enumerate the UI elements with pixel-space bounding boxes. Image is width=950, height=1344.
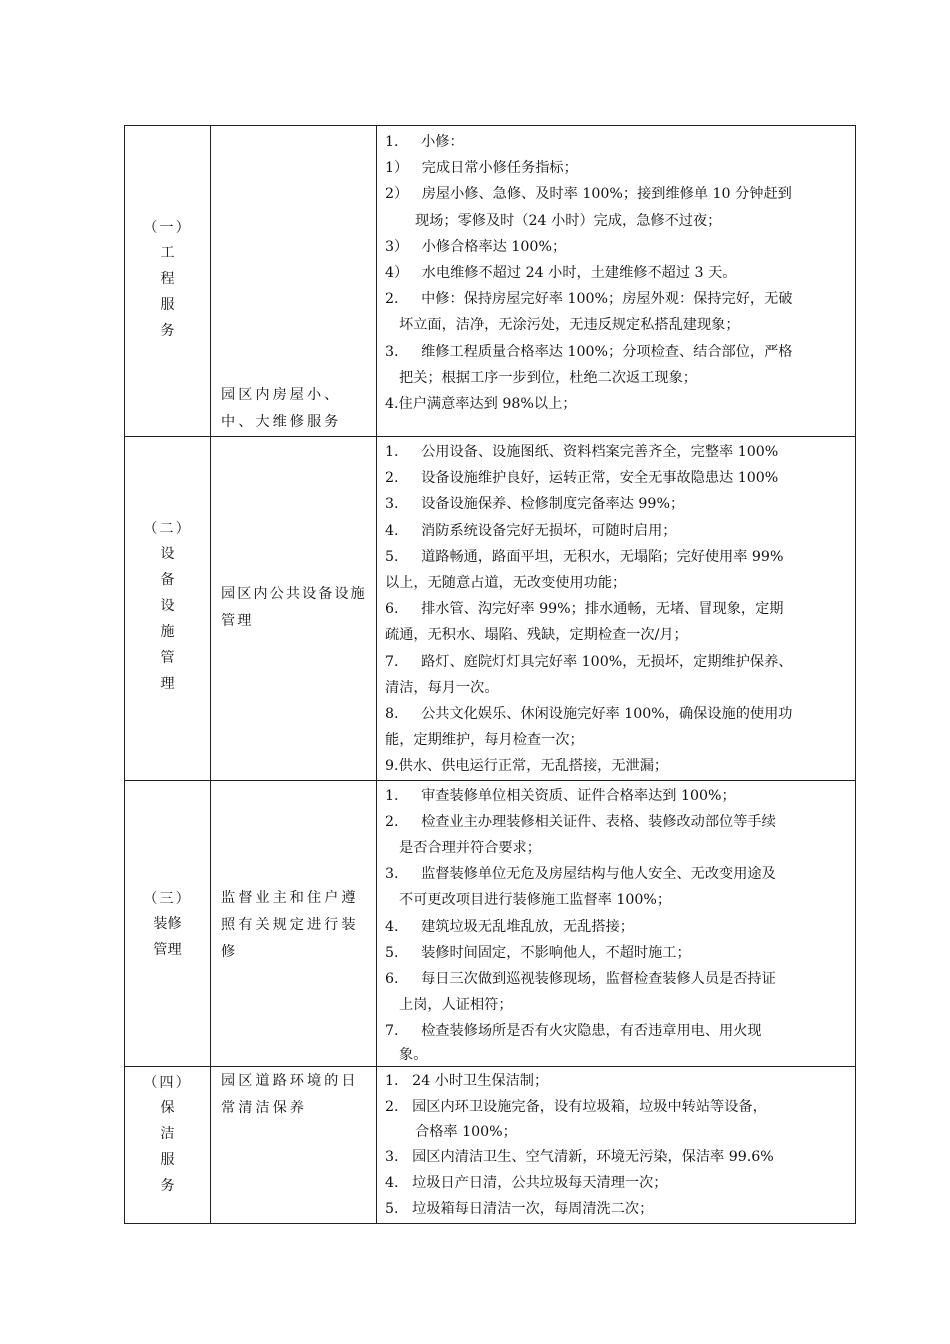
standard-item: 2. 设备设施维护良好，运转正常，安全无事故隐患达 100% (385, 470, 779, 487)
category-char: 设 (160, 546, 175, 562)
scope-cell (211, 780, 377, 1066)
standard-item: 疏通，无积水、塌陷、残缺，定期检查一次/月； (385, 627, 688, 644)
category-cell (125, 437, 211, 781)
category-char: 管 (160, 650, 175, 666)
standard-item: 是否合理并符合要求； (399, 840, 541, 857)
standard-item: 9.供水、供电运行正常，无乱搭接，无泄漏； (385, 758, 669, 775)
standard-item: 以上，无随意占道，无改变使用功能； (385, 575, 627, 592)
standard-item: 3. 监督装修单位无危及房屋结构与他人安全、无改变用途及 (385, 866, 776, 883)
scope-text: 园区内公共设备设施管理 (221, 586, 367, 629)
standard-item: 5. 装修时间固定，不影响他人，不超时施工； (385, 944, 691, 961)
category-char: 务 (160, 323, 175, 339)
standard-item: 2. 园区内环卫设施完备，设有垃圾箱，垃圾中转站等设备， (385, 1098, 767, 1115)
category-char: 程 (160, 271, 175, 287)
standard-item: 坏立面，洁净，无涂污处，无违反规定私搭乱建现象； (399, 317, 740, 334)
standards-cell (377, 437, 856, 781)
standard-item: 把关；根据工序一步到位，杜绝二次返工现象； (399, 369, 697, 386)
standard-item: 2. 检查业主办理装修相关证件、表格、装修改动部位等手续 (385, 813, 776, 830)
category-cell (125, 1066, 211, 1223)
category-char: 管理 (153, 941, 182, 958)
category-char: 装修 (153, 915, 182, 932)
scope-cell (211, 437, 377, 781)
standards-cell (377, 780, 856, 1066)
standard-item: 3. 维修工程质量合格率达 100%；分项检查、结合部位，严格 (385, 343, 793, 360)
standard-item: 7. 路灯、庭院灯灯具完好率 100%，无损坏，定期维护保养、 (385, 653, 793, 670)
standard-item: 清洁，每月一次。 (385, 679, 499, 696)
category-char: 保 (160, 1099, 175, 1116)
table-row-cleaning (125, 1066, 856, 1223)
standard-item: 6. 每日三次做到巡视装修现场，监督检查装修人员是否持证 (385, 971, 776, 988)
standard-item: 1. 小修： (385, 134, 464, 150)
standard-item: 1） 完成日常小修任务指标； (385, 160, 578, 177)
standard-item: 2. 中修：保持房屋完好率 100%；房屋外观：保持完好，无破 (385, 291, 793, 308)
standard-item: 4. 建筑垃圾无乱堆乱放，无乱搭接； (385, 918, 634, 935)
standard-item: 3. 设备设施保养、检修制度完备率达 99%； (385, 496, 685, 513)
standard-item: 不可更改项目进行装修施工监督率 100%； (399, 892, 672, 909)
category-cell (125, 780, 211, 1066)
standard-item: 6. 排水管、沟完好率 99%；排水通畅，无堵、冒现象，定期 (385, 601, 784, 618)
category-char: 施 (160, 624, 175, 640)
standard-item: 1. 公用设备、设施图纸、资料档案完善齐全，完整率 100% (385, 444, 779, 460)
scope-text: 监督业主和住户遵照有关规定进行装修 (221, 889, 359, 960)
table-row-facilities (125, 437, 856, 781)
standard-item: 1. 审查装修单位相关资质、证件合格率达到 100%； (385, 787, 736, 804)
category-number: （四） (143, 1074, 192, 1091)
standard-item: 5. 垃圾箱每日清洁一次，每周清洗二次； (385, 1201, 654, 1218)
category-char: 备 (160, 572, 175, 588)
standard-item: 3） 小修合格率达 100%； (385, 238, 567, 255)
category-number: （三） (143, 890, 192, 907)
category-char: 服 (160, 297, 175, 313)
standard-item: 8. 公共文化娱乐、休闲设施完好率 100%，确保设施的使用功 (385, 706, 793, 723)
standard-item: 3. 园区内清洁卫生、空气清新，环境无污染，保洁率 99.6% (385, 1149, 774, 1166)
table-row-renovation (125, 780, 856, 1066)
standard-item: 现场；零修及时（24 小时）完成，急修不过夜； (415, 212, 722, 229)
category-char: 务 (160, 1177, 175, 1194)
category-char: 洁 (160, 1125, 175, 1142)
table-row-engineering (125, 126, 856, 437)
standard-item: 4.住户满意率达到 98%以上； (385, 396, 577, 413)
standard-item: 上岗，人证相符； (399, 997, 513, 1014)
category-char: 设 (160, 598, 175, 614)
category-cell (125, 126, 211, 437)
scope-text: 园区内房屋小、中、大维修服务 (221, 387, 342, 430)
standard-item: 能，定期维护，每月检查一次； (385, 732, 584, 749)
standard-item: 合格率 100%； (415, 1124, 517, 1141)
standards-cell (377, 1066, 856, 1223)
service-standards-table (124, 125, 856, 1224)
standard-item: 4. 垃圾日产日清，公共垃圾每天清理一次； (385, 1175, 668, 1192)
standards-cell (377, 126, 856, 437)
scope-text: 园区道路环境的日常清洁保养 (221, 1072, 359, 1116)
standard-item: 2） 房屋小修、急修、及时率 100%；接到维修单 10 分钟赶到 (385, 186, 792, 203)
scope-cell (211, 1066, 377, 1223)
scope-cell (211, 126, 377, 437)
standard-item: 1. 24 小时卫生保洁制； (385, 1072, 549, 1089)
standard-item: 象。 (399, 1046, 428, 1063)
category-char: 工 (160, 245, 175, 261)
category-number: （一） (143, 220, 192, 236)
category-char: 服 (160, 1151, 175, 1168)
category-char: 理 (160, 676, 175, 692)
category-number: （二） (143, 521, 192, 537)
standard-item: 7. 检查装修场所是否有火灾隐患，有否违章用电、用火现 (385, 1023, 762, 1040)
standard-item: 4. 消防系统设备完好无损坏，可随时启用； (385, 522, 677, 539)
standard-item: 5. 道路畅通，路面平坦，无积水，无塌陷；完好使用率 99% (385, 548, 784, 565)
standard-item: 4） 水电维修不超过 24 小时，土建维修不超过 3 天。 (385, 265, 737, 282)
